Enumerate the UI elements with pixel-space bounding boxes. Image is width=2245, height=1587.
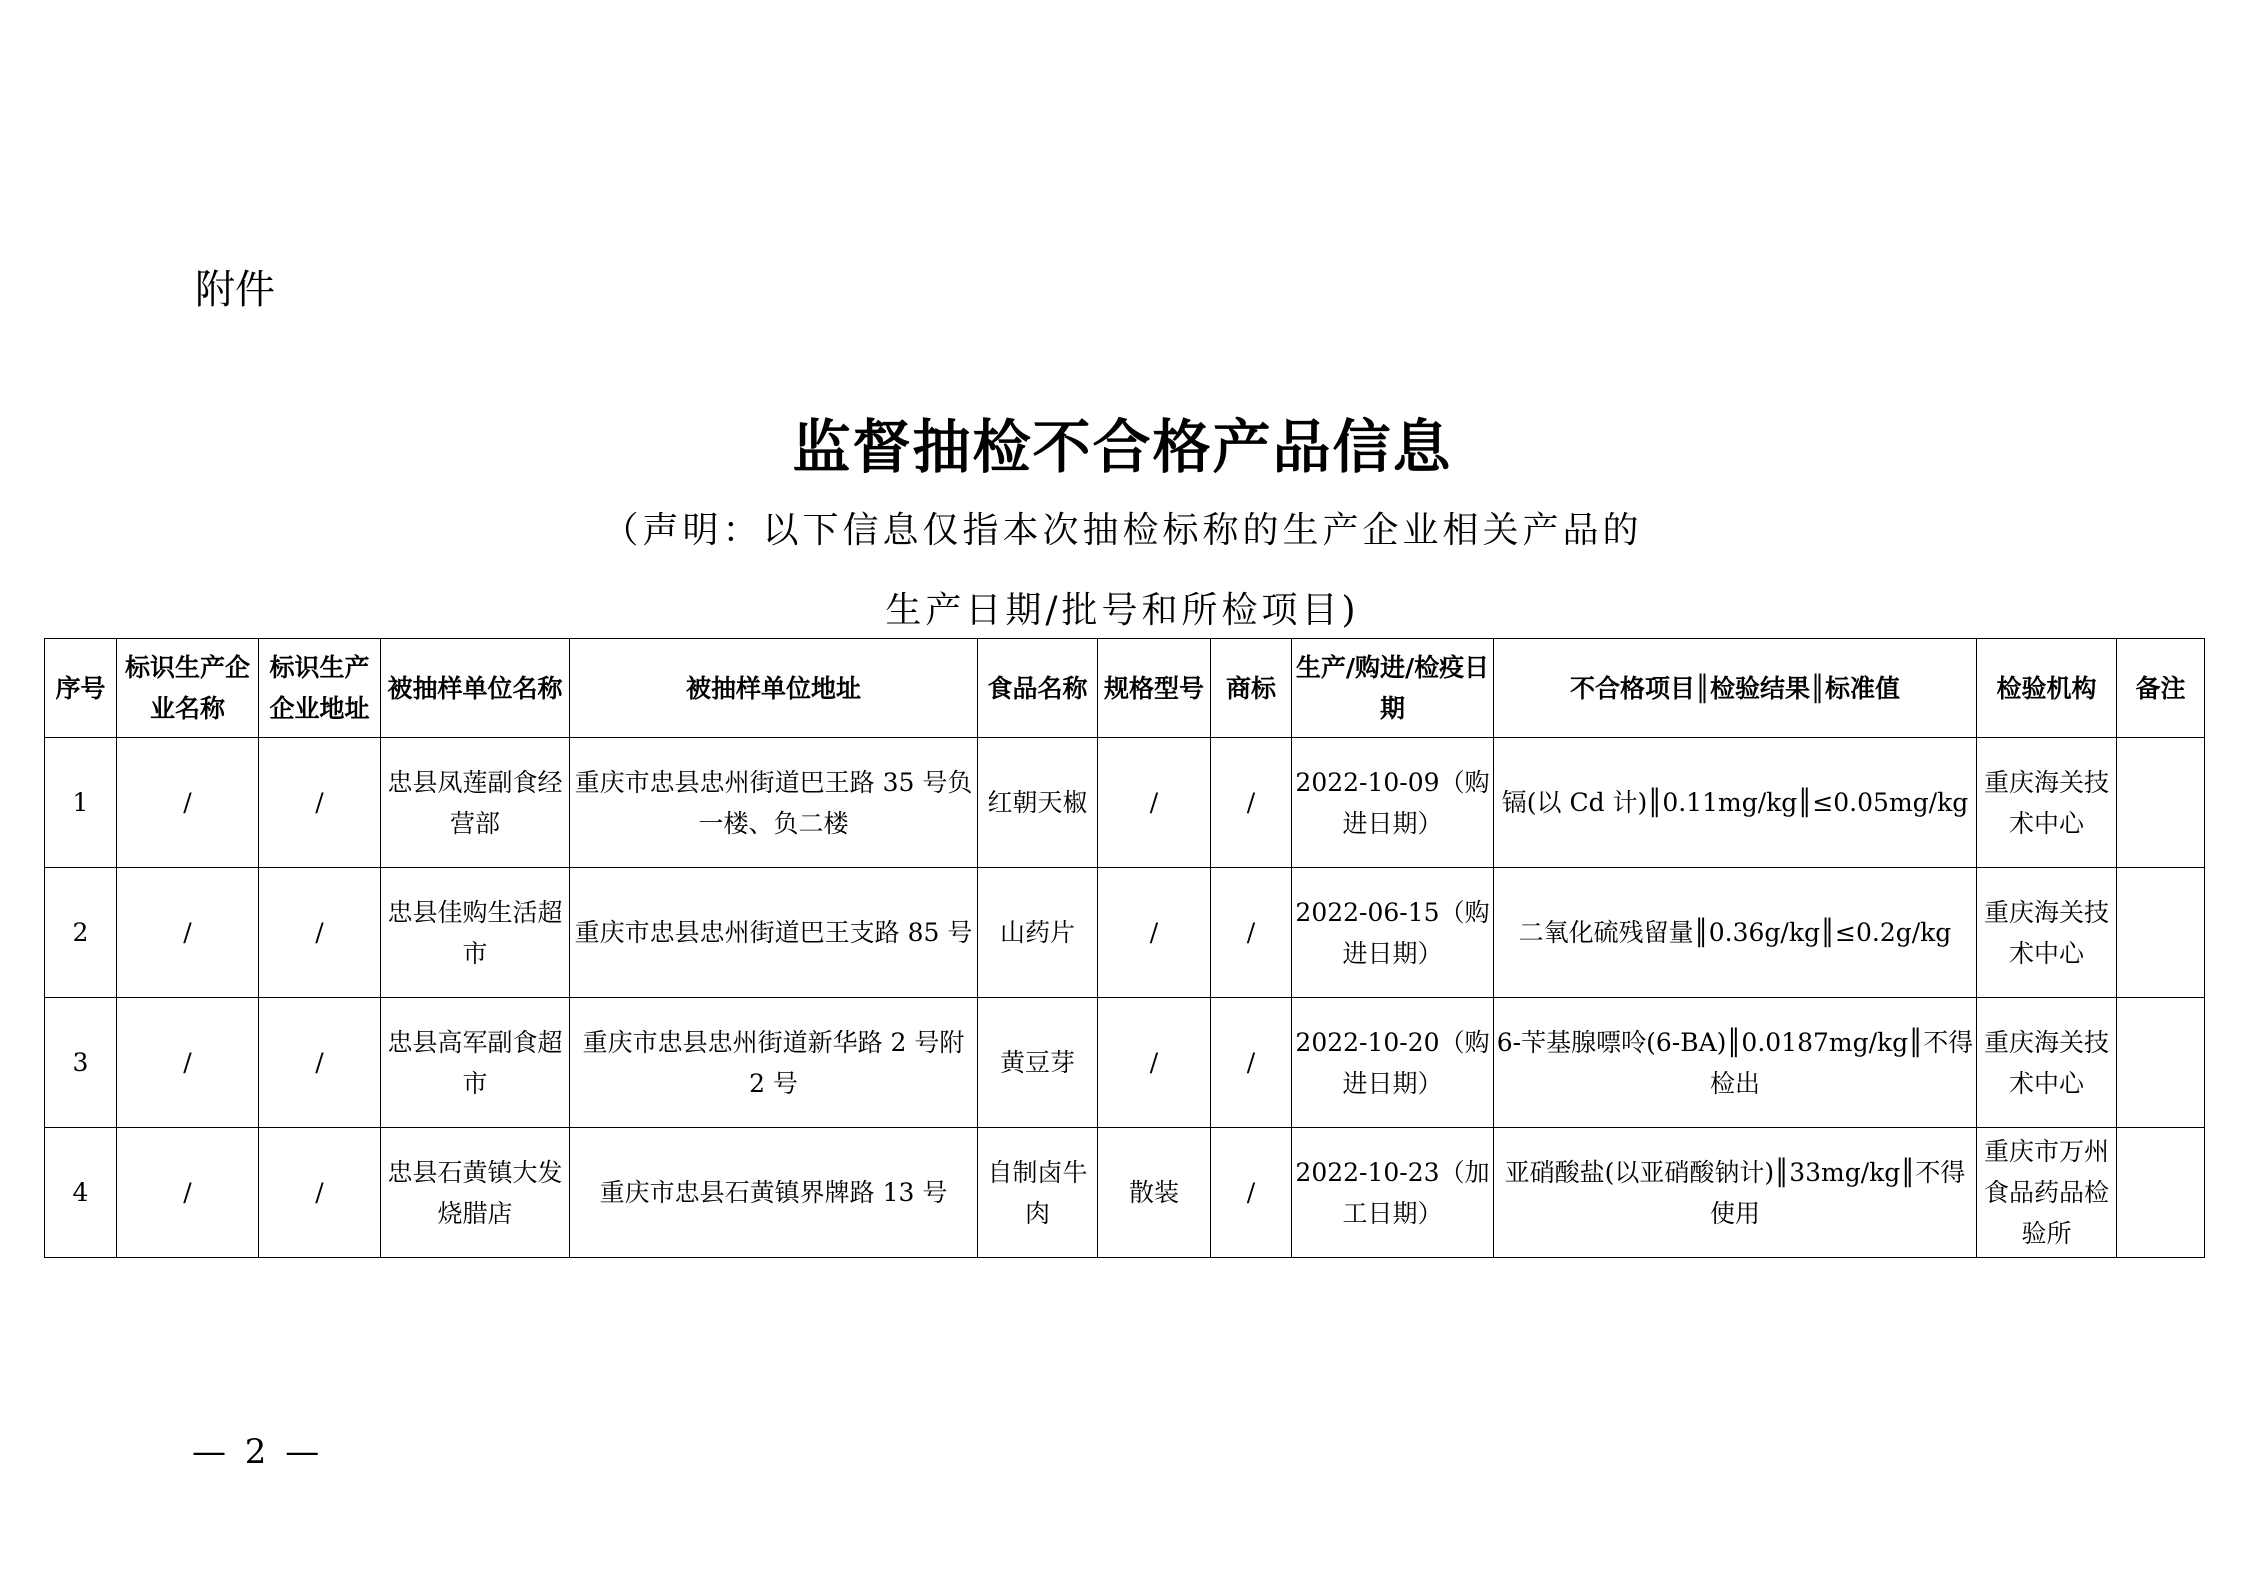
header-date: 生产/购进/检疫日期 xyxy=(1292,639,1494,738)
cell-producer-address: / xyxy=(259,998,381,1128)
cell-producer-name: / xyxy=(117,998,259,1128)
cell-spec: / xyxy=(1098,868,1211,998)
cell-remarks xyxy=(2117,738,2205,868)
table-row xyxy=(45,868,2205,998)
cell-date: 2022-10-20（购进日期） xyxy=(1292,998,1494,1128)
subtitle-line-1: （声明：以下信息仅指本次抽检标称的生产企业相关产品的 xyxy=(602,510,1643,551)
table-row xyxy=(45,998,2205,1128)
cell-sampled-unit-address: 重庆市忠县忠州街道巴王支路 85 号 xyxy=(570,868,978,998)
subtitle-line-2: 生产日期/批号和所检项目) xyxy=(885,590,1360,631)
cell-food-name: 红朝天椒 xyxy=(978,738,1098,868)
cell-inspection-agency: 重庆市万州食品药品检验所 xyxy=(1977,1128,2117,1258)
table-row xyxy=(45,738,2205,868)
header-remarks: 备注 xyxy=(2117,639,2205,738)
attachment-label: 附件 xyxy=(195,267,275,313)
table-row xyxy=(45,1128,2205,1258)
header-seq: 序号 xyxy=(45,639,117,738)
cell-nonconformity: 6-苄基腺嘌呤(6-BA)║0.0187mg/kg║不得检出 xyxy=(1494,998,1977,1128)
cell-inspection-agency: 重庆海关技术中心 xyxy=(1977,998,2117,1128)
cell-sampled-unit-name: 忠县佳购生活超市 xyxy=(381,868,570,998)
cell-sampled-unit-address: 重庆市忠县忠州街道巴王路 35 号负一楼、负二楼 xyxy=(570,738,978,868)
cell-spec: / xyxy=(1098,738,1211,868)
cell-inspection-agency: 重庆海关技术中心 xyxy=(1977,738,2117,868)
cell-food-name: 自制卤牛肉 xyxy=(978,1128,1098,1258)
cell-food-name: 山药片 xyxy=(978,868,1098,998)
header-trademark: 商标 xyxy=(1211,639,1292,738)
cell-seq: 2 xyxy=(45,868,117,998)
cell-producer-address: / xyxy=(259,868,381,998)
header-food-name: 食品名称 xyxy=(978,639,1098,738)
table-header-row xyxy=(45,639,2205,738)
cell-nonconformity: 镉(以 Cd 计)║0.11mg/kg║≤0.05mg/kg xyxy=(1494,738,1977,868)
cell-producer-name: / xyxy=(117,1128,259,1258)
header-nonconformity: 不合格项目║检验结果║标准值 xyxy=(1494,639,1977,738)
header-spec: 规格型号 xyxy=(1098,639,1211,738)
cell-date: 2022-10-23（加工日期） xyxy=(1292,1128,1494,1258)
cell-trademark: / xyxy=(1211,1128,1292,1258)
cell-sampled-unit-address: 重庆市忠县忠州街道新华路 2 号附 2 号 xyxy=(570,998,978,1128)
page-number: — 2 — xyxy=(192,1432,324,1472)
cell-spec: / xyxy=(1098,998,1211,1128)
page-title: 监督抽检不合格产品信息 xyxy=(792,413,1453,481)
cell-trademark: / xyxy=(1211,998,1292,1128)
cell-trademark: / xyxy=(1211,868,1292,998)
header-sampled-unit-name: 被抽样单位名称 xyxy=(381,639,570,738)
header-producer-address: 标识生产企业地址 xyxy=(259,639,381,738)
cell-sampled-unit-address: 重庆市忠县石黄镇界牌路 13 号 xyxy=(570,1128,978,1258)
cell-remarks xyxy=(2117,868,2205,998)
header-sampled-unit-address: 被抽样单位地址 xyxy=(570,639,978,738)
cell-sampled-unit-name: 忠县石黄镇大发烧腊店 xyxy=(381,1128,570,1258)
cell-sampled-unit-name: 忠县高军副食超市 xyxy=(381,998,570,1128)
cell-remarks xyxy=(2117,998,2205,1128)
cell-producer-address: / xyxy=(259,738,381,868)
cell-seq: 1 xyxy=(45,738,117,868)
inspection-table xyxy=(44,638,2205,1258)
header-producer-name: 标识生产企业名称 xyxy=(117,639,259,738)
cell-producer-name: / xyxy=(117,868,259,998)
cell-seq: 3 xyxy=(45,998,117,1128)
cell-sampled-unit-name: 忠县凤莲副食经营部 xyxy=(381,738,570,868)
cell-trademark: / xyxy=(1211,738,1292,868)
cell-spec: 散装 xyxy=(1098,1128,1211,1258)
cell-remarks xyxy=(2117,1128,2205,1258)
cell-date: 2022-10-09（购进日期） xyxy=(1292,738,1494,868)
cell-producer-address: / xyxy=(259,1128,381,1258)
cell-date: 2022-06-15（购进日期） xyxy=(1292,868,1494,998)
cell-nonconformity: 亚硝酸盐(以亚硝酸钠计)║33mg/kg║不得使用 xyxy=(1494,1128,1977,1258)
header-inspection-agency: 检验机构 xyxy=(1977,639,2117,738)
cell-producer-name: / xyxy=(117,738,259,868)
cell-seq: 4 xyxy=(45,1128,117,1258)
cell-inspection-agency: 重庆海关技术中心 xyxy=(1977,868,2117,998)
cell-nonconformity: 二氧化硫残留量║0.36g/kg║≤0.2g/kg xyxy=(1494,868,1977,998)
cell-food-name: 黄豆芽 xyxy=(978,998,1098,1128)
